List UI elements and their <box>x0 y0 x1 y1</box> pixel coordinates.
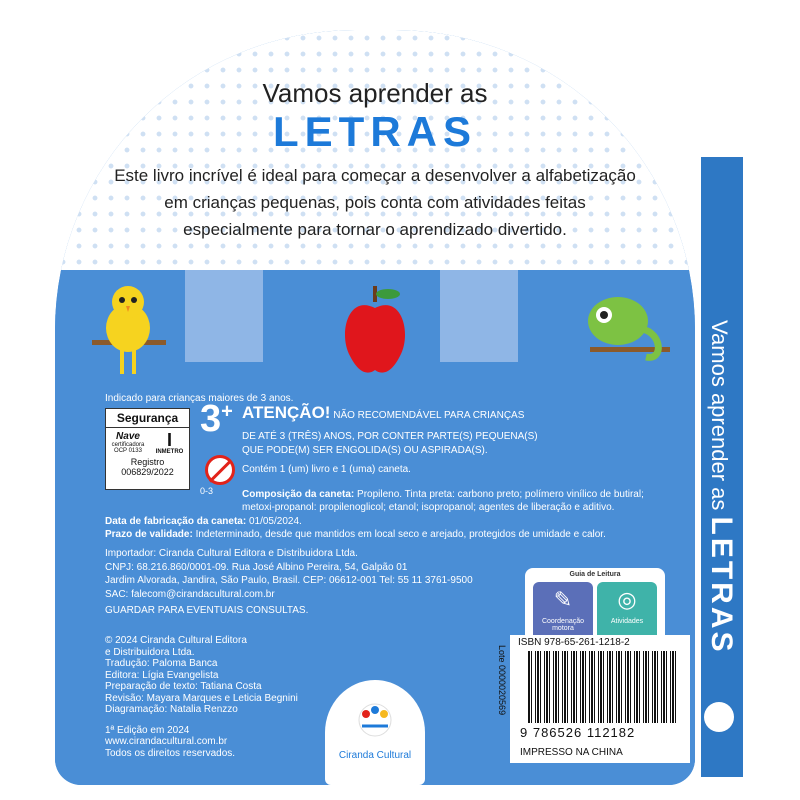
pencil-icon: ✎ <box>553 587 573 612</box>
cutout-window <box>440 270 518 362</box>
chameleon-illustration <box>580 285 675 385</box>
made-in: IMPRESSO NA CHINA <box>520 747 623 758</box>
credit-line: Editora: Lígia Evangelista <box>105 669 219 681</box>
importer-block <box>105 547 473 618</box>
credits-block <box>105 635 298 759</box>
spine-title-small: Vamos aprender as <box>707 320 732 511</box>
title-line2: LETRAS <box>273 108 477 155</box>
intro-line: em crianças pequenas, pois conta com atividades feitas <box>164 193 586 212</box>
warning-title: ATENÇÃO! <box>242 403 331 422</box>
ciranda-logo-icon <box>357 702 393 738</box>
intro-text <box>85 162 665 243</box>
validity <box>105 528 606 541</box>
back-cover <box>55 30 695 785</box>
importer-line: CNPJ: 68.216.860/0001-09. Rua José Albino Pereira, 54, Galpão 01 <box>105 561 408 573</box>
credit-line: Todos os direitos reservados. <box>105 747 236 759</box>
spine-title-big: LETRAS <box>705 516 738 655</box>
title-line1: Vamos aprender as <box>262 78 488 108</box>
credit-line: www.cirandacultural.com.br <box>105 736 228 747</box>
age-warning-number <box>200 398 233 441</box>
barcode-bars <box>528 651 678 723</box>
seal-brand-sub: certificadora <box>111 442 145 448</box>
barcode-block <box>497 635 690 763</box>
barcode-digits: 9 786526 112182 <box>520 725 636 740</box>
bird-illustration <box>90 280 170 380</box>
credit-line: e Distribuidora Ltda. <box>105 646 195 658</box>
no-under-3-icon <box>205 455 235 485</box>
lot-number: Lote 0000020569 <box>497 645 507 716</box>
age-number: 3 <box>200 398 222 440</box>
guide-title: Guia de Leitura <box>569 571 621 578</box>
credit-line: Tradução: Paloma Banca <box>105 658 218 669</box>
publisher-name: Ciranda Cultural <box>338 750 412 761</box>
spine-title <box>704 320 738 740</box>
warning-line: DE ATÉ 3 (TRÊS) ANOS, POR CONTER PARTE(S) PEQUENA(S) <box>242 431 538 442</box>
guide-activities-card <box>597 582 657 642</box>
seal-reg-label: Registro <box>130 457 165 467</box>
val-label: Prazo de validade: <box>105 529 193 540</box>
fab-value: 01/05/2024. <box>248 516 302 527</box>
intro-line: especialmente para tornar o aprendizado divertido. <box>183 220 567 239</box>
importer-line: Jardim Alvorada, Jandira, São Paulo, Brasil. CEP: 06612-001 Tel: 55 11 3761-9500 <box>105 575 473 586</box>
val-value: Indeterminado, desde que mantidos em local seco e arejado, protegidos de umidade e calor. <box>195 529 606 540</box>
guide-motor-card <box>533 582 593 642</box>
maze-icon: ◎ <box>617 587 637 612</box>
age-plus: + <box>221 400 233 423</box>
seal-inmetro: INMETRO <box>155 449 184 455</box>
seal-reg-number: 006829/2022 <box>121 467 174 477</box>
safety-seal <box>105 408 190 490</box>
importer-line: Importador: Ciranda Cultural Editora e Distribuidora Ltda. <box>105 548 358 559</box>
no-under-3-label: 0-3 <box>200 486 214 496</box>
guide-item-label: Coordenação motora <box>541 618 585 632</box>
credit-line: 1ª Edição em 2024 <box>105 724 190 736</box>
pen-line: metoxi-propanol: propilenoglicol; etanol; isopropanol; agentes de liberação e aditivo. <box>242 502 615 513</box>
credit-line: © 2024 Ciranda Cultural Editora <box>105 635 247 646</box>
apple-illustration <box>338 284 413 379</box>
importer-line: GUARDAR PARA EVENTUAIS CONSULTAS. <box>105 605 309 616</box>
seal-title: Segurança <box>106 409 189 428</box>
intro-line: Este livro incrível é ideal para começar a desenvolver a alfabetização <box>114 166 636 185</box>
seal-code: OCP 0133 <box>114 448 142 454</box>
isbn-text: ISBN 978-65-261-1218-2 <box>518 637 630 648</box>
credit-line: Diagramação: Natalia Renzzo <box>105 704 238 715</box>
guide-item-label: Atividades <box>610 618 644 625</box>
dotted-header <box>55 30 695 270</box>
cutout-window <box>185 270 263 362</box>
pen-label: Composição da caneta: <box>242 489 355 500</box>
inmetro-icon: I <box>166 430 172 450</box>
pen-composition <box>242 488 644 501</box>
credit-line: Revisão: Mayara Marques e Leticia Begnini <box>105 692 298 704</box>
fab-label: Data de fabricação da caneta: <box>105 516 247 527</box>
fabrication-date <box>105 515 302 528</box>
age-note: Indicado para crianças maiores de 3 anos. <box>105 393 294 404</box>
warning-line: NÃO RECOMENDÁVEL PARA CRIANÇAS <box>333 410 525 421</box>
warning-text <box>242 403 525 422</box>
contents-note: Contém 1 (um) livro e 1 (uma) caneta. <box>242 464 411 475</box>
warning-line: QUE PODE(M) SER ENGOLIDA(S) OU ASPIRADA(S). <box>242 445 488 456</box>
credit-line: Preparação de texto: Tatiana Costa <box>105 681 262 692</box>
importer-line: SAC: falecom@cirandacultural.com.br <box>105 588 275 600</box>
pen-line: Propileno. Tinta preta: carbono preto; polímero vinílico de butiral; <box>357 489 644 500</box>
seal-brand: Nave <box>116 431 140 442</box>
publisher-logo-area <box>325 680 425 785</box>
spine-logo <box>704 702 734 732</box>
